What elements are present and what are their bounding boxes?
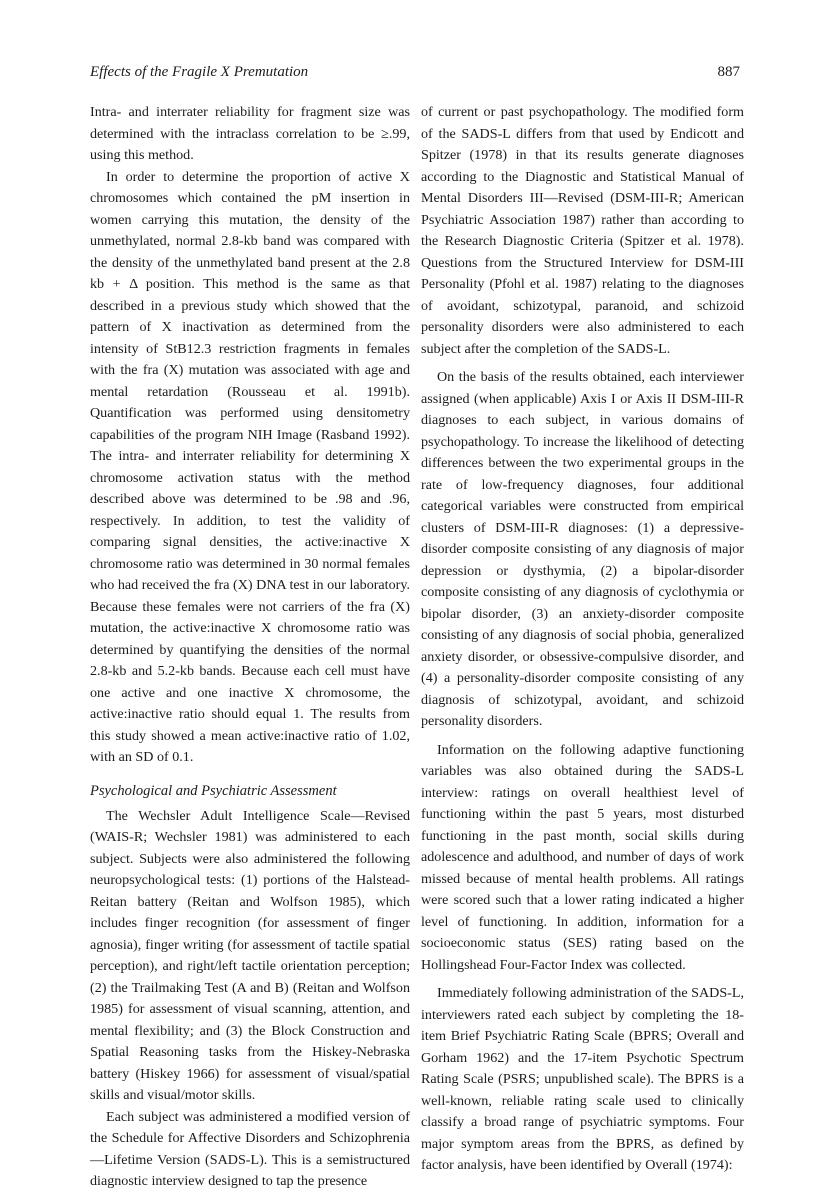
left-column [90, 102, 410, 1193]
paragraph-sads-l-intro: Each subject was administered a modified version of the Schedule for Affective Disorders and Schizophrenia—Lifetime Version (SADS-L). This is a semistructured diagnostic interview designed to tap the presence [90, 1108, 410, 1189]
paragraph-bprs: Immediately following administration of the SADS-L, interviewers rated each subject by completing the 18-item Brief Psychiatric Rating Scale (BPRS; Overall and Gorham 1962) and the 17-item Psychotic Spectrum Rating Scale (PSRS; unpublished scale). The BPRS is a well-known, reliable rating scale used to clinically classify a broad range of psychiatric symptoms. Four major symptom areas from the BPRS, as defined by factor analysis, have been identified by Overall (1974): [421, 985, 744, 1173]
running-head [90, 62, 740, 86]
paragraph-reliability-continued: Intra- and interrater reliability for fragment size was determined with the intraclass correlation to be ≥.99, using this method. [90, 104, 410, 163]
paragraph-adaptive-functioning: Information on the following adaptive functioning variables was also obtained during the SADS-L interview: ratings on overall healthiest level of functioning within the past 5 years, most disturbed functioning in the past month, social skills during adolescence and adulthood, and number of days of work missed because of mental health problems. All ratings were scored such that a lower rating indicated a higher level of functioning. In addition, information for a socioeconomic status (SES) rating based on the Hollingshead Four-Factor Index was collected. [421, 741, 744, 973]
paragraph-diagnoses: On the basis of the results obtained, each interviewer assigned (when applicable) Axis I or Axis II DSM-III-R diagnoses to each subject, in various domains of psychopathology. To increase the likelihood of detecting differences between the two experimental groups in the rate of low-frequency diagnoses, four additional categorical variables were constructed from empirical clusters of DSM-III-R diagnoses: (1) a depressive-disorder composite consisting of any diagnosis of major depression or dysthymia, (2) a bipolar-disorder composite consisting of any diagnosis of cyclothymia or bipolar disorder, (3) an anxiety-disorder composite consisting of any diagnosis of social phobia, generalized anxiety disorder, or obsessive-compulsive disorder, and (4) a personality-disorder composite consisting of any diagnosis of schizotypal, avoidant, and schizoid personality disorders. [421, 369, 744, 729]
right-column [421, 102, 744, 1177]
page-number: 887 [717, 64, 740, 80]
section-heading-psych-assessment: Psychological and Psychiatric Assessment [90, 782, 337, 799]
running-title: Effects of the Fragile X Premutation [90, 64, 309, 80]
paragraph-x-inactivation-method: In order to determine the proportion of active X chromosomes which contained the pM insertion in women carrying this mutation, the density of the unmethylated, normal 2.8-kb band was compared with the density of the unmethylated band present at the 2.8 kb + Δ position. This method is the same as that described in a previous study which showed that the pattern of X inactivation as determined from the intensity of StB12.3 restriction fragments in females with the fra (X) mutation was associated with age and mental retardation (Rousseau et al. 1991b). Quantification was performed using densitometry capabilities of the program NIH Image (Rasband 1992). The intra- and interrater reliability for determining X chromosome activation status with the method described above was determined to be .98 and .96, respectively. In addition, to test the validity of comparing signal densities, the active:inactive X chromosome ratio was determined in 30 normal females who had received the fra (X) DNA test in our laboratory. Because these females were not carriers of the fra (X) mutation, the active:inactive X chromosome ratio was determined by quantifying the densities of the normal 2.8-kb and 5.2-kb bands. Because each cell must have one active and one inactive X chromosome, the active:inactive ratio should equal 1. The results from this study showed a mean active:inactive ratio of 1.02, with an SD of 0.1. [90, 168, 410, 765]
paragraph-wais-r: The Wechsler Adult Intelligence Scale—Revised (WAIS-R; Wechsler 1981) was administered to each subject. Subjects were also administered the following neuropsychological tests: (1) portions of the Halstead-Reitan battery (Reitan and Wolfson 1985), which includes finger recognition (for assessment of finger agnosia), finger writing (for assessment of tactile spatial perception), and right/left tactile orientation perception; (2) the Trailmaking Test (A and B) (Reitan and Wolfson 1985) for assessment of visual scanning, attention, and mental flexibility; and (3) the Block Construction and Spatial Reasoning tasks from the Hiskey-Nebraska battery (Hiskey 1966) for assessment of visual/spatial skills and visual/motor skills. [90, 807, 410, 1103]
paragraph-sads-l-continued: of current or past psychopathology. The modified form of the SADS-L differs from that used by Endicott and Spitzer (1978) in that its results generate diagnoses according to the Diagnostic and Statistical Manual of Mental Disorders III—Revised (DSM-III-R; American Psychiatric Association 1987) rather than according to the Research Diagnostic Criteria (Spitzer et al. 1978). Questions from the Structured Interview for DSM-III Personality (Pfohl et al. 1987) relating to the diagnoses of avoidant, schizotypal, paranoid, and schizoid personality disorders were also administered to each subject after the completion of the SADS-L. [421, 104, 744, 357]
